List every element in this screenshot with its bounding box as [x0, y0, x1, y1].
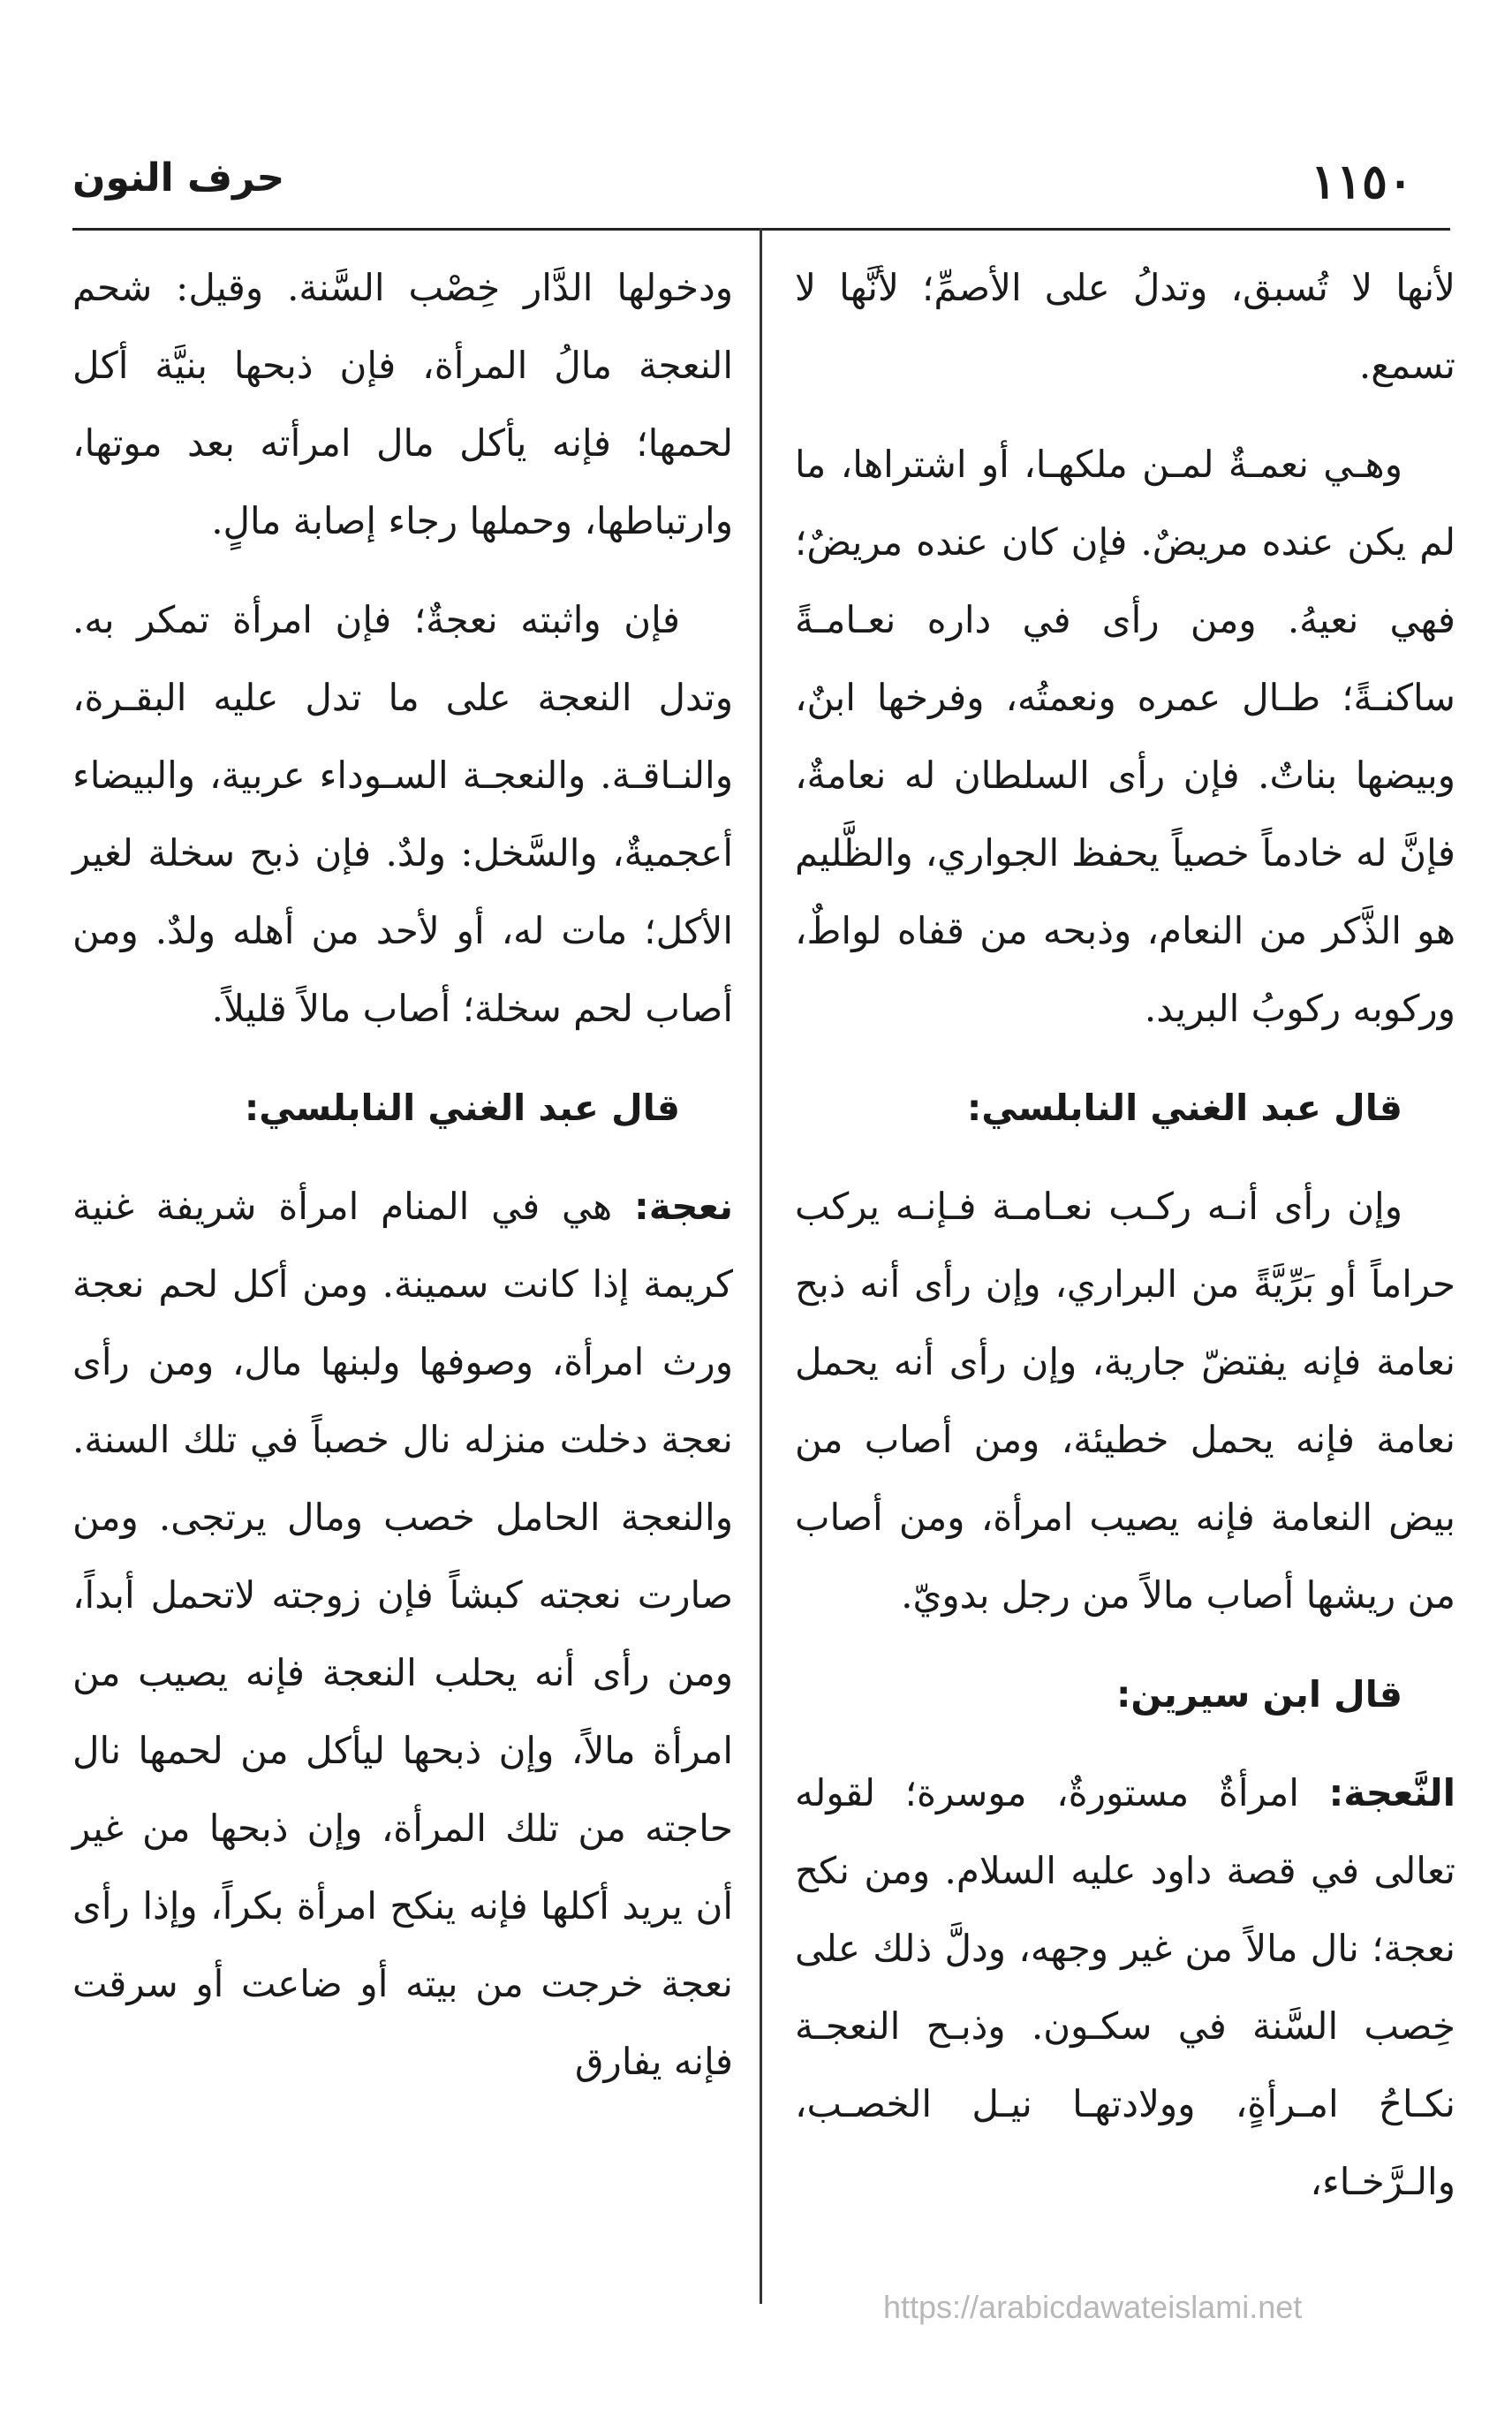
- paragraph: وهـي نعمـةٌ لمـن ملكهـا، أو اشتراها، ما لم يكن عنده مريضٌ. فإن كان عنده مريضٌ؛ فهي نعيهُ. ومن رأى في داره نعـامـةً ساكنـةً؛ طـال عمره ونعمتُه، وفرخها ابنٌ، وبيضها بناتٌ. فإن رأى السلطان له نعامةٌ، فإنَّ له خادماً خصياً يحفظ الجواري، والظَّليم هو الذَّكر من النعام، وذبحه من قفاه لواطٌ، وركوبه ركوبُ البريد.: [795, 443, 1455, 1030]
- section-heading: قال عبد الغني النابلسي:: [966, 1087, 1402, 1129]
- section-heading: قال عبد الغني النابلسي:: [244, 1087, 680, 1129]
- paragraph: فإن واثبته نعجةٌ؛ فإن امرأة تمكر به. وتدل النعجة على ما تدل عليه البقـرة، والنـاقـة. والنعجـة السـوداء عربية، والبيضاء أعجميةٌ، والسَّخل: ولدٌ. فإن ذبح سخلة لغير الأكل؛ مات له، أو لأحد من أهله ولدٌ. ومن أصاب لحم سخلة؛ أصاب مالاً قليلاً.: [72, 598, 733, 1030]
- entry-text: هي في المنام امرأة شريفة غنية كريمة إذا كانت سمينة. ومن أكل لحم نعجة ورث امرأة، وصوفها ولبنها مال، ومن رأى نعجة دخلت منزله نال خصباً في تلك السنة. والنعجة الحامل خصب ومال يرتجى. ومن صارت نعجته كبشاً فإن زوجته لاتحمل أبداً، ومن رأى أنه يحلب النعجة فإنه يصيب من امرأة مالاً، وإن ذبحها ليأكل من لحمها نال حاجته من تلك المرأة، وإن ذبحها من غير أن يريد أكلها فإنه ينكح امرأة بكراً، وإذا رأى نعجة خرجت من بيته أو ضاعت أو سرقت فإنه يفارق: [72, 1185, 733, 2083]
- column-divider: [760, 228, 762, 2304]
- paragraph: [72, 1168, 733, 2101]
- paragraph: ودخولها الدَّار خِصْب السَّنة. وقيل: شحم النعجة مالُ المرأة، فإن ذبحها بنيَّة أكل لحمها؛ فإنه يأكل مال امرأته بعد موتها، وارتباطها، وحملها رجاء إصابة مالٍ.: [72, 266, 733, 542]
- entry-term: نعجة:: [633, 1185, 733, 1228]
- section-heading: قال ابن سيرين:: [1116, 1673, 1402, 1716]
- running-header: حرف النون: [72, 155, 285, 201]
- paragraph: [795, 1754, 1455, 2221]
- page-number: ١١٥٠: [1311, 153, 1414, 209]
- right-column: [795, 249, 1455, 2242]
- watermark-url: https://arabicdawateislami.net: [883, 2289, 1303, 2325]
- paragraph: لأنها لا تُسبق، وتدلُ على الأصمِّ؛ لأنَّها لا تسمع.: [795, 266, 1455, 387]
- entry-text: امرأةٌ مستورةٌ، موسرة؛ لقوله تعالى في قصة داود عليه السلام. ومن نكح نعجة؛ نال مالاً من غير وجهه، ودلَّ ذلك على خِصب السَّنة في سكـون. وذبـح النعجـة نكـاحُ امـرأةٍ، وولادتهـا نيـل الخصـب، والـرَّخـاء،: [795, 1771, 1455, 2203]
- paragraph: وإن رأى أنـه ركـب نعـامـة فـإنـه يركب حراماً أو بَرِّيَّةً من البراري، وإن رأى أنه ذبح نعامة فإنه يفتضّ جارية، وإن رأى أنه يحمل نعامة فإنه يحمل خطيئة، ومن أصاب من بيض النعامة فإنه يصيب امرأة، ومن أصاب من ريشها أصاب مالاً من رجل بدويّ.: [795, 1185, 1455, 1617]
- left-column: [72, 249, 733, 2122]
- entry-term: النَّعجة:: [1328, 1771, 1455, 1814]
